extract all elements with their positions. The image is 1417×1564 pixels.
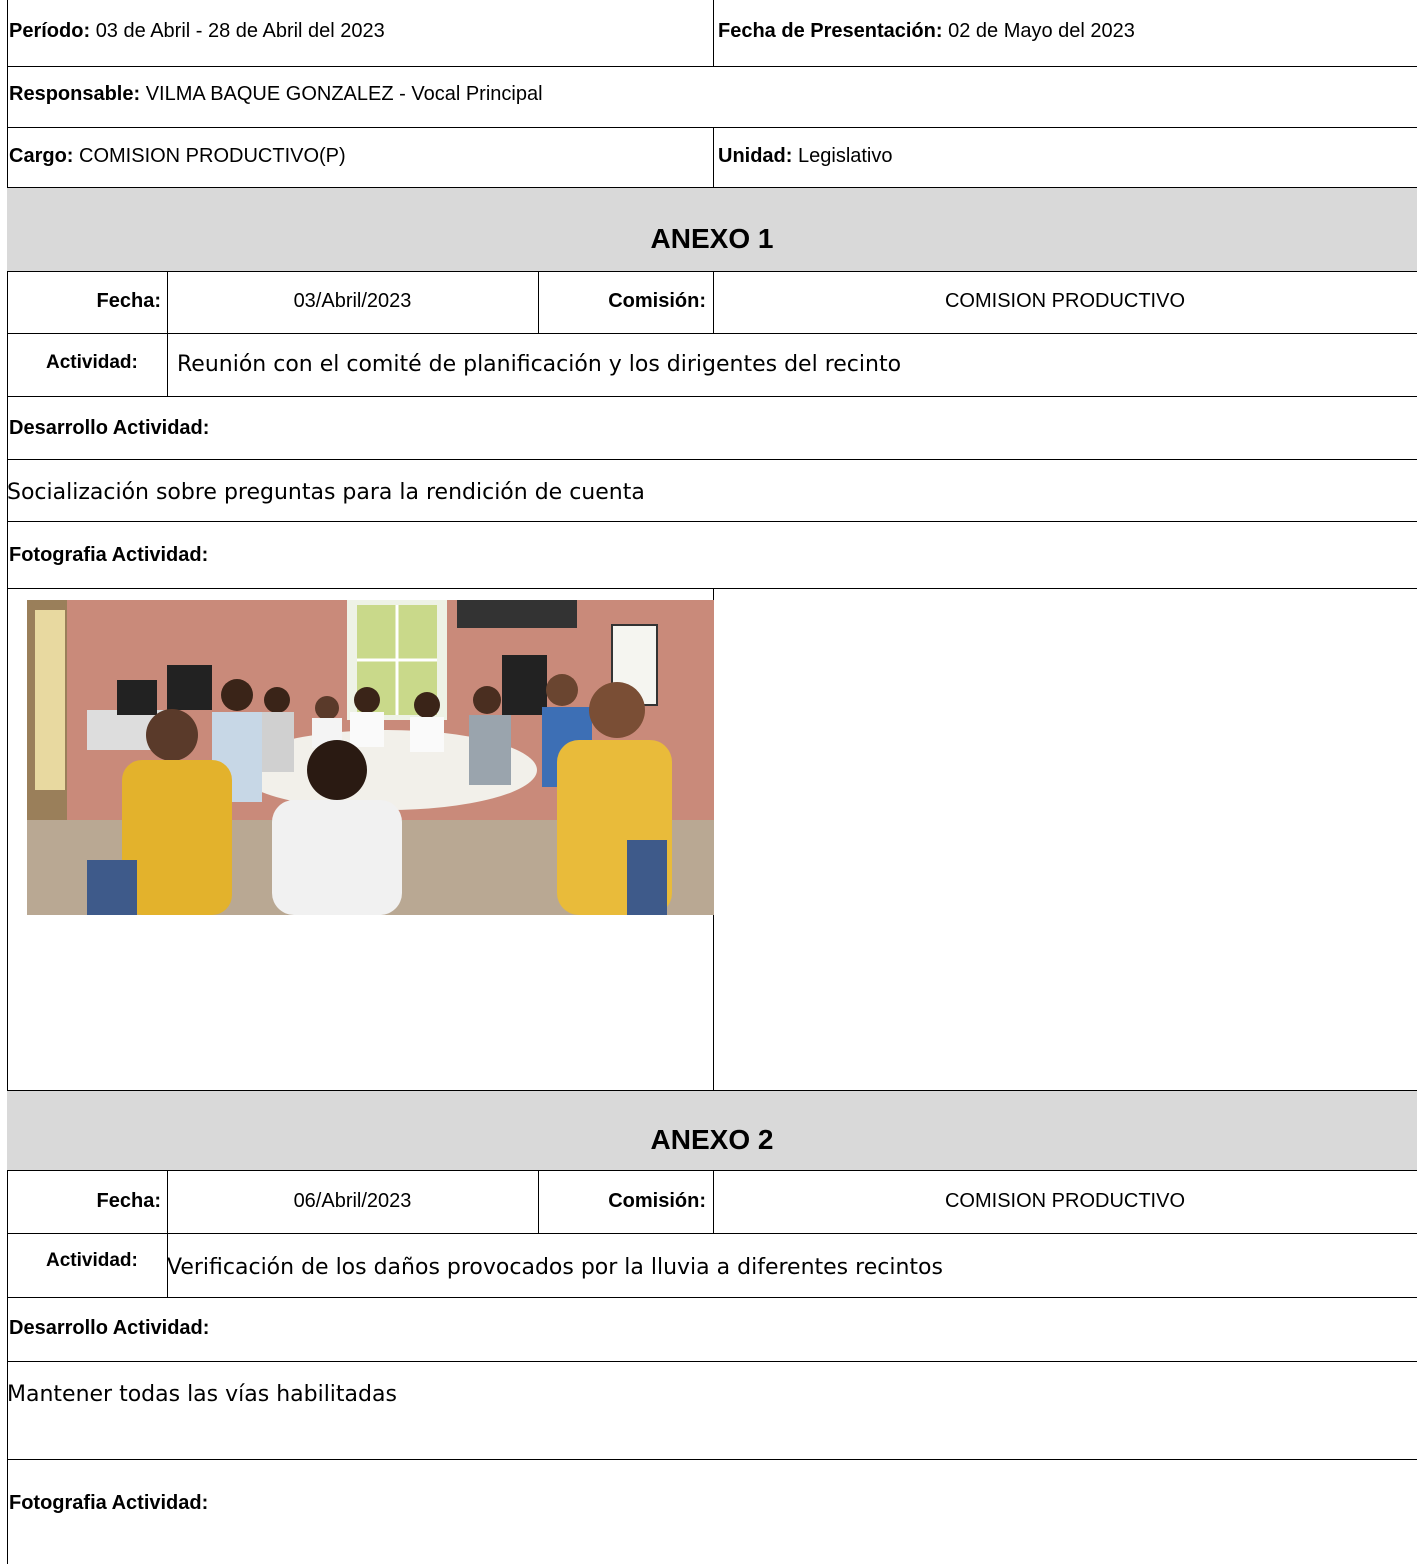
divider	[538, 272, 539, 333]
periodo-field	[9, 19, 385, 43]
annex-1-fotografia-label-row	[7, 521, 1417, 588]
cargo-field	[9, 144, 346, 168]
annex-1-activity-photo	[27, 600, 714, 915]
divider	[538, 1171, 539, 1233]
annex-2-desarrollo-label-row	[7, 1297, 1417, 1361]
annex-1-actividad-label: Actividad:	[46, 352, 138, 373]
fecha-presentacion-field	[718, 19, 1135, 43]
divider	[713, 0, 714, 66]
annex-1-fecha-value: 03/Abril/2023	[293, 290, 412, 312]
cargo-row	[7, 127, 1417, 187]
annex-2-fecha-label: Fecha:	[96, 1190, 161, 1212]
annex-1-actividad-value: Reunión con el comité de planificación y los dirigentes del recinto	[177, 352, 902, 377]
responsable-value: VILMA BAQUE GONZALEZ - Vocal Principal	[145, 83, 543, 105]
annex-1-actividad-row	[7, 333, 1417, 396]
cargo-value: COMISION PRODUCTIVO(P)	[79, 145, 346, 167]
annex-1-desarrollo-value: Socialización sobre preguntas para la rendición de cuenta	[7, 480, 645, 505]
annex-2-comision-label: Comisión:	[608, 1190, 706, 1212]
responsable-row	[7, 66, 1417, 127]
fecha-presentacion-label: Fecha de Presentación:	[718, 20, 943, 42]
annex-1-fecha-label: Fecha:	[96, 290, 161, 312]
annex-2-comision-value: COMISION PRODUCTIVO	[944, 1190, 1185, 1212]
responsable-label: Responsable:	[9, 83, 141, 105]
annex-1-comision-label: Comisión:	[608, 290, 706, 312]
unidad-value: Legislativo	[798, 145, 893, 167]
periodo-row	[7, 0, 1417, 66]
cargo-label: Cargo:	[9, 145, 74, 167]
responsable-field	[9, 82, 543, 106]
annex-2-desarrollo-value: Mantener todas las vías habilitadas	[7, 1382, 397, 1407]
annex-1-fecha-row	[7, 271, 1417, 333]
annex-1-desarrollo-label-row	[7, 396, 1417, 459]
annex-1-comision-value: COMISION PRODUCTIVO	[944, 290, 1185, 312]
annex-2-actividad-row	[7, 1233, 1417, 1297]
annex-2-desarrollo-value-row	[7, 1361, 1417, 1459]
annex-2-fecha-value: 06/Abril/2023	[293, 1190, 412, 1212]
annex-2-fotografia-label-row	[7, 1459, 1417, 1564]
annex-1-header	[7, 187, 1417, 271]
annex-2-desarrollo-label: Desarrollo Actividad:	[9, 1317, 210, 1339]
annex-1-title: ANEXO 1	[650, 223, 774, 254]
annex-2-title: ANEXO 2	[650, 1124, 774, 1155]
unidad-label: Unidad:	[718, 145, 793, 167]
divider	[713, 128, 714, 187]
annex-1-fotografia-label: Fotografia Actividad:	[9, 544, 209, 566]
annex-1-desarrollo-value-row	[7, 459, 1417, 521]
fecha-presentacion-value: 02 de Mayo del 2023	[948, 20, 1135, 42]
annex-2-fecha-row	[7, 1170, 1417, 1233]
meeting-photo-image	[27, 600, 714, 915]
unidad-field	[718, 144, 893, 168]
periodo-value: 03 de Abril - 28 de Abril del 2023	[95, 20, 385, 42]
annex-2-header	[7, 1090, 1417, 1170]
divider	[167, 334, 168, 396]
periodo-label: Período:	[9, 20, 91, 42]
annex-1-desarrollo-label: Desarrollo Actividad:	[9, 417, 210, 439]
annex-2-fotografia-label: Fotografia Actividad:	[9, 1492, 209, 1514]
annex-2-actividad-value: Verificación de los daños provocados por la lluvia a diferentes recintos	[167, 1255, 943, 1280]
annex-2-actividad-label: Actividad:	[46, 1250, 138, 1271]
